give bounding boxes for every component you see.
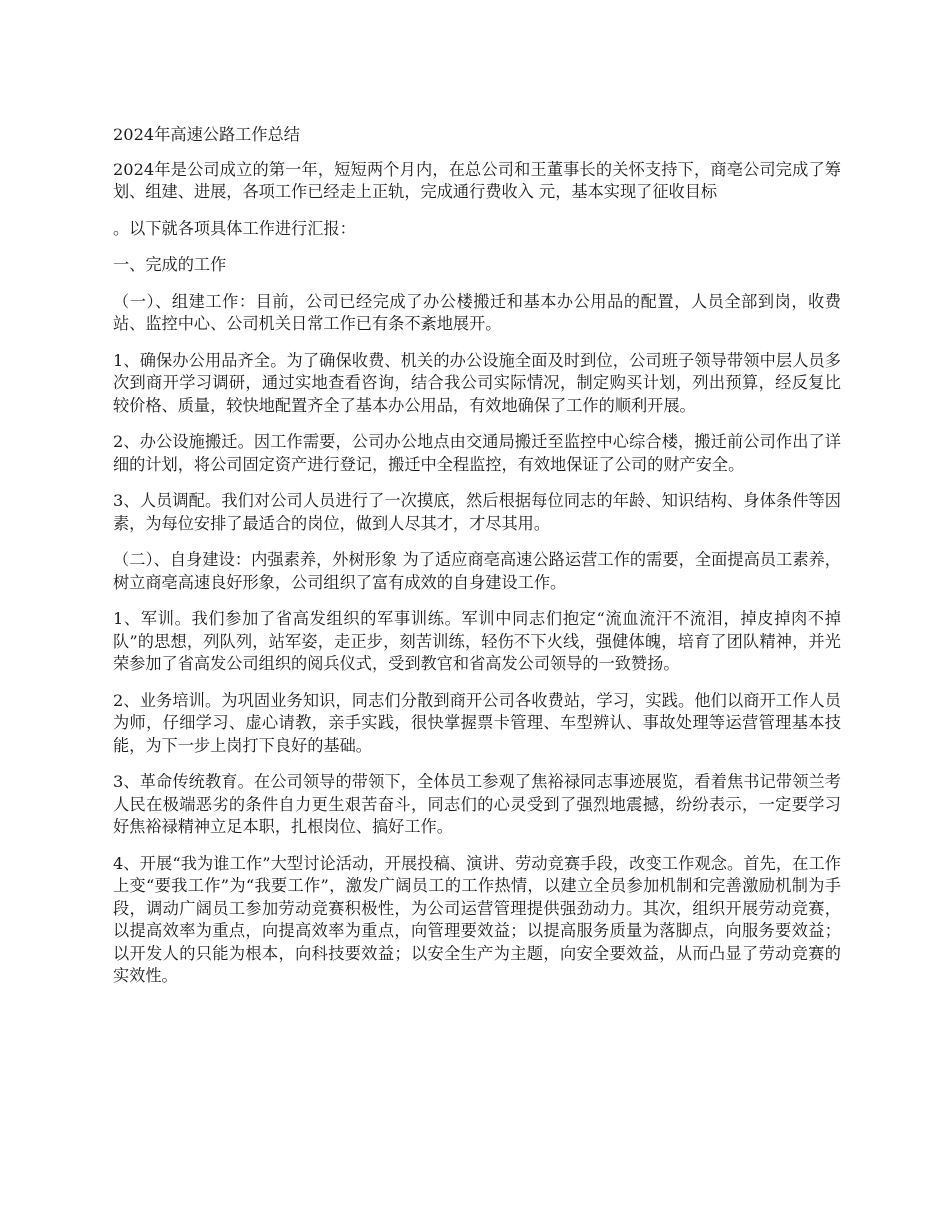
- paragraph-business-training: 2、业务培训。为巩固业务知识，同志们分散到商开公司各收费站，学习，实践。他们以商开工作人员为师，仔细学习、虚心请教，亲手实践，很快掌握票卡管理、车型辨认、事故处理等运营管理基本技能，为下一步上岗打下良好的基础。: [113, 690, 841, 755]
- paragraph-tradition-education: 3、革命传统教育。在公司领导的带领下，全体员工参观了焦裕禄同志事迹展览，看着焦书记带领兰考人民在极端恶劣的条件自力更生艰苦奋斗，同志们的心灵受到了强烈地震撼，纷纷表示，一定要学习好焦裕禄精神立足本职，扎根岗位、搞好工作。: [113, 772, 841, 836]
- paragraph-discussion-activity: 4、开展“我为谁工作”大型讨论活动，开展投稿、演讲、劳动竞赛手段，改变工作观念。首先，在工作上变“要我工作”为“我要工作”，激发广阔员工的工作热情，以建立全员参加机制和完善激励机制为手段，调动广阔员工参加劳动竞赛积极性，为公司运营管理提供强劲动力。其次，组织开展劳动竞赛，以提高效率为重点，向提高效率为重点，向管理要效益；以提高服务质量为落脚点，向服务要效益；以开发人的只能为根本，向科技要效益；以安全生产为主题，向安全要效益，从而凸显了劳动竞赛的实效性。: [113, 853, 841, 985]
- document-page: [113, 124, 841, 1002]
- paragraph-office-relocation: 2、办公设施搬迁。因工作需要，公司办公地点由交通局搬迁至监控中心综合楼，搬迁前公司作出了详细的计划，将公司固定资产进行登记，搬迁中全程监控，有效地保证了公司的财产安全。: [113, 432, 841, 474]
- paragraph-military-training: 1、军训。我们参加了省高发组织的军事训练。军训中同志们抱定“流血流汗不流泪，掉皮掉肉不掉队”的思想，列队列，站军姿，走正步，刻苦训练，轻伤不下火线，强健体魄，培育了团队精神，并光荣参加了省高发公司组织的阅兵仪式，受到教官和省高发公司领导的一致赞扬。: [113, 609, 841, 673]
- paragraph-self-building: （二）、自身建设：内强素养，外树形象 为了适应商亳高速公路运营工作的需要，全面提高员工素养，树立商亳高速良好形象，公司组织了富有成效的自身建设工作。: [113, 550, 841, 592]
- section-heading-completed-work: 一、完成的工作: [113, 255, 227, 274]
- paragraph-office-supplies: 1、确保办公用品齐全。为了确保收费、机关的办公设施全面及时到位，公司班子领导带领中层人员多次到商开学习调研，通过实地查看咨询，结合我公司实际情况，制定购买计划，列出预算，经反复比较价格、质量，较快地配置齐全了基本办公用品，有效地确保了工作的顺利开展。: [113, 350, 841, 415]
- paragraph-report-lead: 。以下就各项具体工作进行汇报：: [113, 218, 356, 238]
- paragraph-organization-work: （一）、组建工作：目前，公司已经完成了办公楼搬迁和基本办公用品的配置，人员全部到岗，收费站、监控中心、公司机关日常工作已有条不紊地展开。: [113, 291, 841, 333]
- paragraph-staff-allocation: 3、人员调配。我们对公司人员进行了一次摸底，然后根据每位同志的年龄、知识结构、身体条件等因素，为每位安排了最适合的岗位，做到人尽其才，才尽其用。: [113, 491, 841, 533]
- document-title: 2024年高速公路工作总结: [113, 125, 300, 144]
- paragraph-intro: 2024年是公司成立的第一年，短短两个月内，在总公司和王董事长的关怀支持下，商亳公司完成了筹划、组建、进展，各项工作已经走上正轨，完成通行费收入 元，基本实现了征收目标: [113, 159, 841, 201]
